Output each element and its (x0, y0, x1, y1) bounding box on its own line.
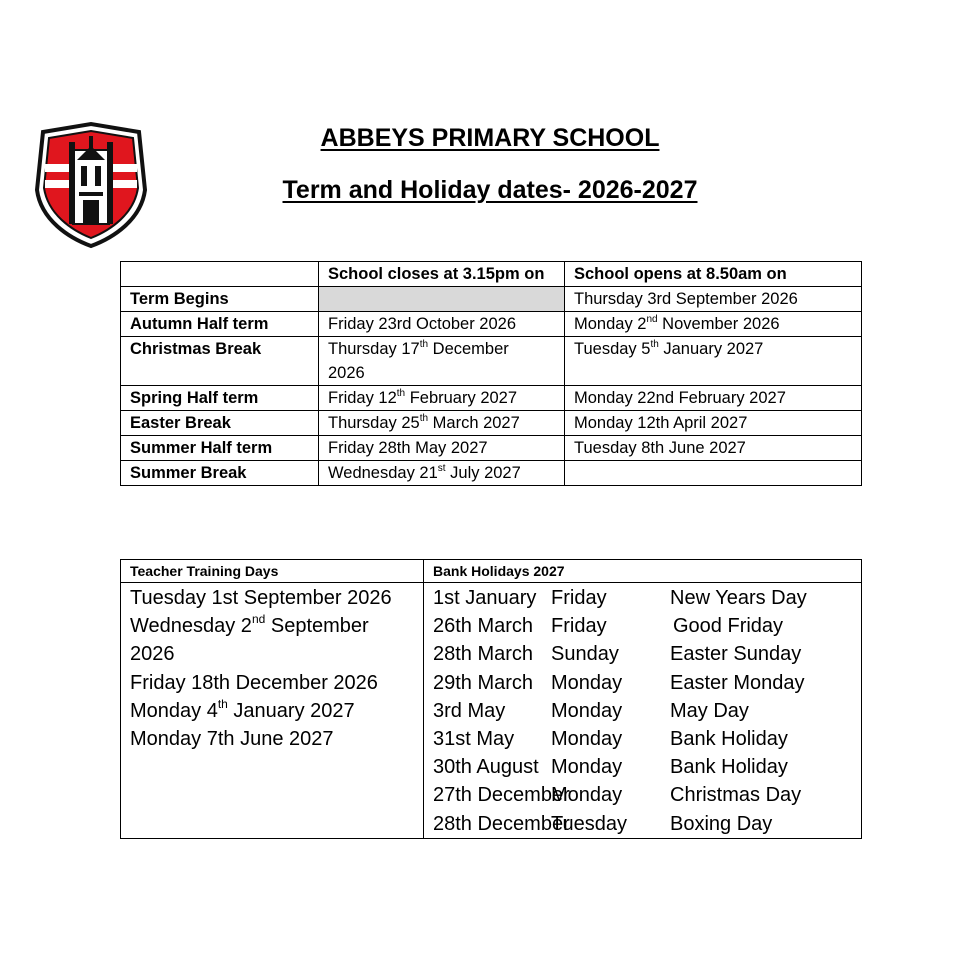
list-item: 31st May Monday Bank Holiday (433, 728, 788, 751)
school-name: ABBEYS PRIMARY SCHOOL (320, 124, 660, 152)
table-row (121, 583, 862, 839)
table-row (121, 312, 862, 337)
closes-cell: Friday 23rd October 2026 (319, 312, 565, 337)
empty-header-cell (121, 262, 319, 287)
list-item: 29th March Monday Easter Monday (433, 671, 805, 694)
training-days-header: Teacher Training Days (121, 560, 424, 583)
closes-cell (319, 287, 565, 312)
list-item: Monday 4th January 2027 (130, 696, 355, 722)
table-row (121, 337, 862, 386)
opens-cell: Monday 22nd February 2027 (565, 386, 862, 411)
closes-cell: Friday 28th May 2027 (319, 436, 565, 461)
list-item: 28th December Tuesday Boxing Day (433, 812, 773, 835)
table-row (121, 287, 862, 312)
list-item: 27th December Monday Christmas Day (433, 784, 802, 807)
closes-cell: Wednesday 21st July 2027 (319, 461, 565, 486)
row-label: Christmas Break (121, 337, 319, 386)
row-label: Term Begins (121, 287, 319, 312)
table-header-row (121, 560, 862, 583)
closes-column-header: School closes at 3.15pm on (319, 262, 565, 287)
row-label: Spring Half term (121, 386, 319, 411)
list-item: 1st January Friday New Years Day (433, 587, 807, 609)
table-row (121, 386, 862, 411)
list-item: 2026 (130, 643, 175, 666)
row-label: Summer Half term (121, 436, 319, 461)
closes-cell: Thursday 17th December 2026 (319, 337, 565, 386)
opens-cell: Tuesday 8th June 2027 (565, 436, 862, 461)
bank-holidays-header: Bank Holidays 2027 (424, 560, 862, 583)
list-item: 3rd May Monday May Day (433, 699, 749, 722)
table-row (121, 411, 862, 436)
list-item: 28th March Sunday Easter Sunday (433, 643, 802, 666)
list-item: Monday 7th June 2027 (130, 728, 334, 751)
term-dates-table (120, 261, 862, 486)
page-title: Term and Holiday dates- 2026-2027 (282, 176, 698, 204)
table-header-row (121, 262, 862, 287)
opens-column-header: School opens at 8.50am on (565, 262, 862, 287)
training-and-bank-holidays-table (120, 559, 862, 839)
opens-cell: Monday 2nd November 2026 (565, 312, 862, 337)
closes-cell: Thursday 25th March 2027 (319, 411, 565, 436)
list-item: 30th August Monday Bank Holiday (433, 756, 788, 779)
list-item: Friday 18th December 2026 (130, 671, 378, 694)
opens-cell: Tuesday 5th January 2027 (565, 337, 862, 386)
list-item: 26th March Friday Good Friday (433, 615, 784, 638)
opens-cell (565, 461, 862, 486)
bank-holidays-cell (424, 583, 862, 839)
opens-cell: Monday 12th April 2027 (565, 411, 862, 436)
row-label: Easter Break (121, 411, 319, 436)
row-label: Summer Break (121, 461, 319, 486)
table-row (121, 436, 862, 461)
closes-cell: Friday 12th February 2027 (319, 386, 565, 411)
row-label: Autumn Half term (121, 312, 319, 337)
training-days-cell (121, 583, 424, 839)
list-item: Wednesday 2nd September (130, 612, 369, 638)
list-item: Tuesday 1st September 2026 (130, 587, 392, 609)
opens-cell: Thursday 3rd September 2026 (565, 287, 862, 312)
table-row (121, 461, 862, 486)
